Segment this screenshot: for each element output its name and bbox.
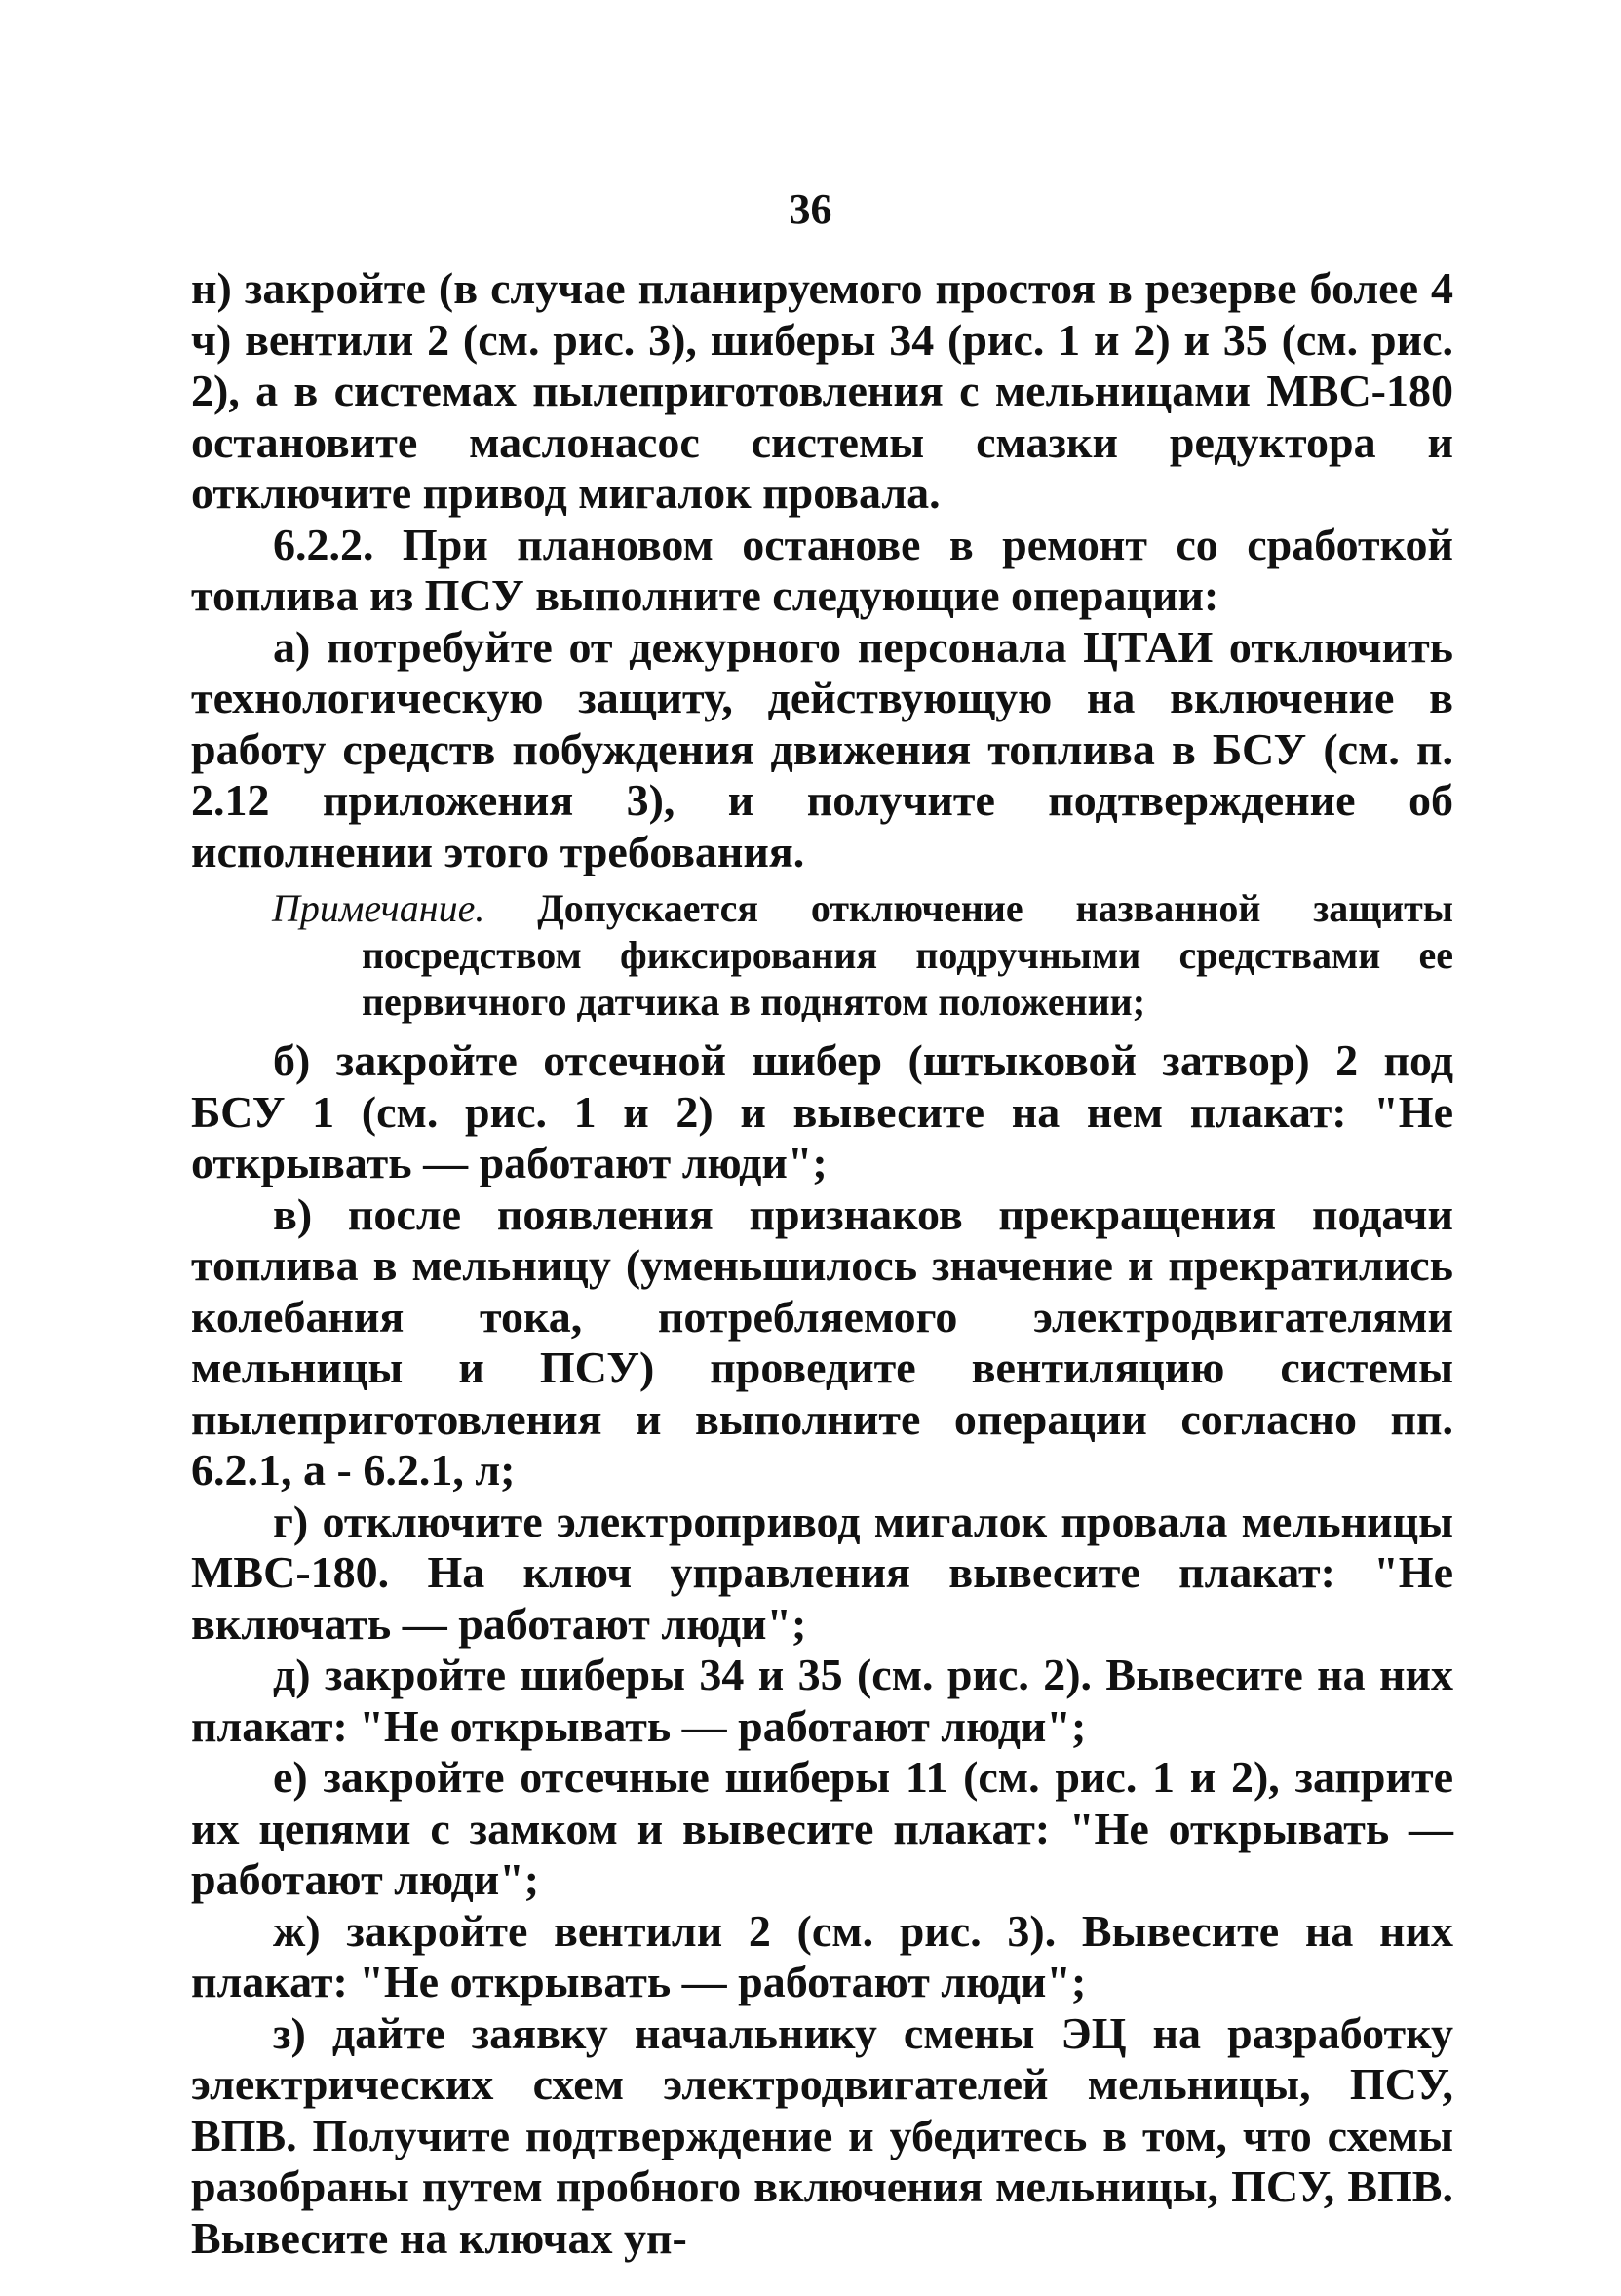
note <box>191 885 1453 1026</box>
paragraph-d: д) закройте шиберы 34 и 35 (см. рис. 2). Вывесите на них плакат: "Не открывать — работают люди"; <box>191 1650 1453 1751</box>
paragraph-v: в) после появления признаков прекращения подачи топлива в мельницу (уменьшилось значение и прекратились колебания тока, потребляемого электродвигателями мельницы и ПСУ) проведите вентиляцию системы пылеприготовления и выполните операции согласно пп. 6.2.1, а - 6.2.1, л; <box>191 1188 1453 1495</box>
paragraph-g: г) отключите электропривод мигалок провала мельницы МВС-180. На ключ управления вывесите плакат: "Не включать — работают люди"; <box>191 1496 1453 1649</box>
note-label: Примечание. <box>272 886 485 930</box>
page-body <box>191 263 1453 2264</box>
paragraph-b: б) закройте отсечной шибер (штыковой затвор) 2 под БСУ 1 (см. рис. 1 и 2) и вывесите на нем плакат: "Не открывать — работают люди"; <box>191 1035 1453 1187</box>
paragraph-n: н) закройте (в случае планируемого простоя в резерве более 4 ч) вентили 2 (см. рис. 3), шиберы 34 (рис. 1 и 2) и 35 (см. рис. 2), а в системах пылеприготовления с мельницами МВС-180 остановите маслонасос системы смазки редуктора и отключите привод мигалок провала. <box>191 263 1453 518</box>
note-text: Допускается отключение названной защиты посредством фиксирования подручными средствами ее первичного датчика в поднятом положении; <box>362 886 1454 1024</box>
paragraph-e: е) закройте отсечные шиберы 11 (см. рис. 1 и 2), заприте их цепями с замком и вывесите плакат: "Не открывать — работают люди"; <box>191 1752 1453 1904</box>
page-number: 36 <box>789 185 832 233</box>
paragraph-a: а) потребуйте от дежурного персонала ЦТАИ отключить технологическую защиту, действующую на включение в работу средств побуждения движения топлива в БСУ (см. п. 2.12 приложения 3), и получите подтверждение об исполнении этого требования. <box>191 621 1453 876</box>
paragraph-z: з) дайте заявку начальнику смены ЭЦ на разработку электрических схем электродвигателей мельницы, ПСУ, ВПВ. Получите подтверждение и убедитесь в том, что схемы разобраны путем пробного включения мельницы, ПСУ, ВПВ. Вывесите на ключах уп- <box>191 2007 1453 2263</box>
paragraph-6-2-2: 6.2.2. При плановом останове в ремонт со сработкой топлива из ПСУ выполните следующие операции: <box>191 519 1453 620</box>
paragraph-zh: ж) закройте вентили 2 (см. рис. 3). Вывесите на них плакат: "Не открывать — работают люди"; <box>191 1905 1453 2006</box>
